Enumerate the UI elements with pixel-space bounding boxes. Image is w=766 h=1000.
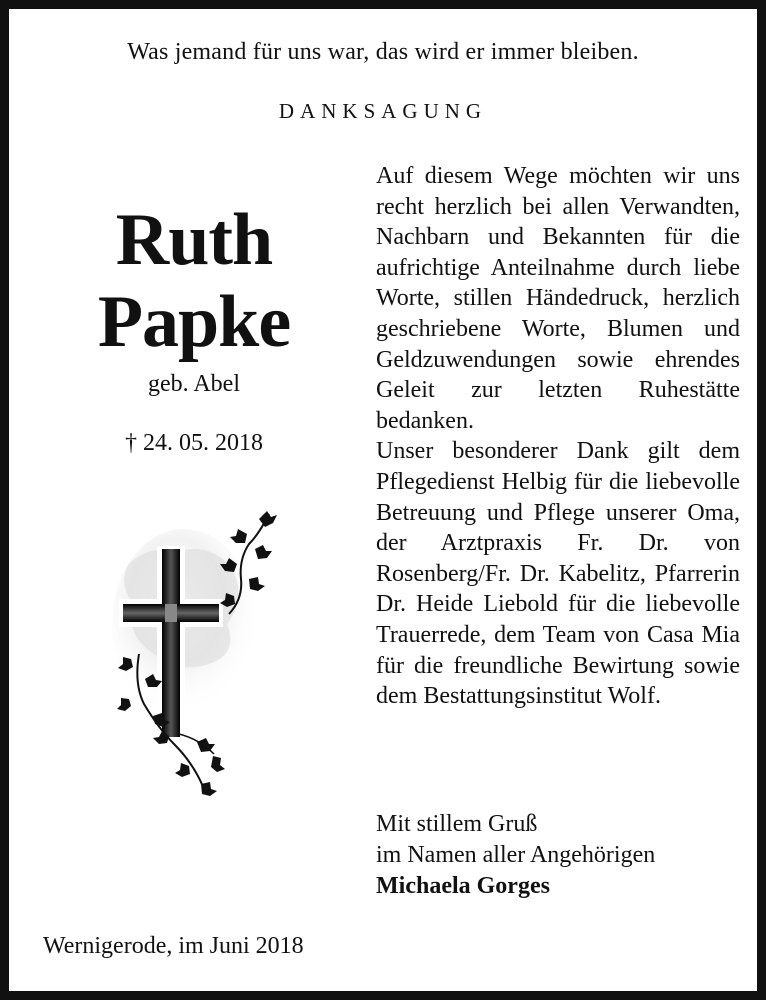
on-behalf: im Namen aller Angehörigen xyxy=(376,842,656,868)
closing-block xyxy=(376,809,740,902)
place-date: Wernigerode, im Juni 2018 xyxy=(43,933,304,959)
signer-name: Michaela Gorges xyxy=(376,873,550,899)
heading: DANKSAGUNG xyxy=(278,99,488,123)
thanks-paragraph: Auf diesem Wege möchten wir uns recht herzlich bei allen Verwandten, Nachbarn und Bekannten für die aufrichtige Anteilnahme durch liebe Worte, stillen Händedruck, herzlich geschriebene Worte, Blumen und Geldzuwendungen sowie ehrendes Geleit zur letzten Ruhestätte bedanken. xyxy=(376,163,740,434)
first-name: Ruth xyxy=(115,199,273,281)
greeting: Mit stillem Gruß xyxy=(376,811,538,837)
deceased-block xyxy=(49,199,339,457)
cross-with-ivy-icon xyxy=(109,504,279,804)
last-name: Papke xyxy=(97,281,291,363)
special-thanks-paragraph: Unser besonderer Dank gilt dem Pflegedienst Helbig für die liebevolle Betreuung und Pflege unserer Oma, der Arztpraxis Fr. Dr. von Rosenberg/Fr. Dr. Kabelitz, Pfarrerin Dr. Heide Liebold für die liebevolle Trauerrede, dem Team von Casa Mia für die freundliche Bewirtung sowie dem Bestattungsinstitut Wolf. xyxy=(376,438,740,710)
death-date: † 24. 05. 2018 xyxy=(125,430,263,456)
motto: Was jemand für uns war, das wird er immer bleiben. xyxy=(127,39,639,65)
body-text xyxy=(376,161,740,712)
maiden-name: geb. Abel xyxy=(148,371,240,397)
